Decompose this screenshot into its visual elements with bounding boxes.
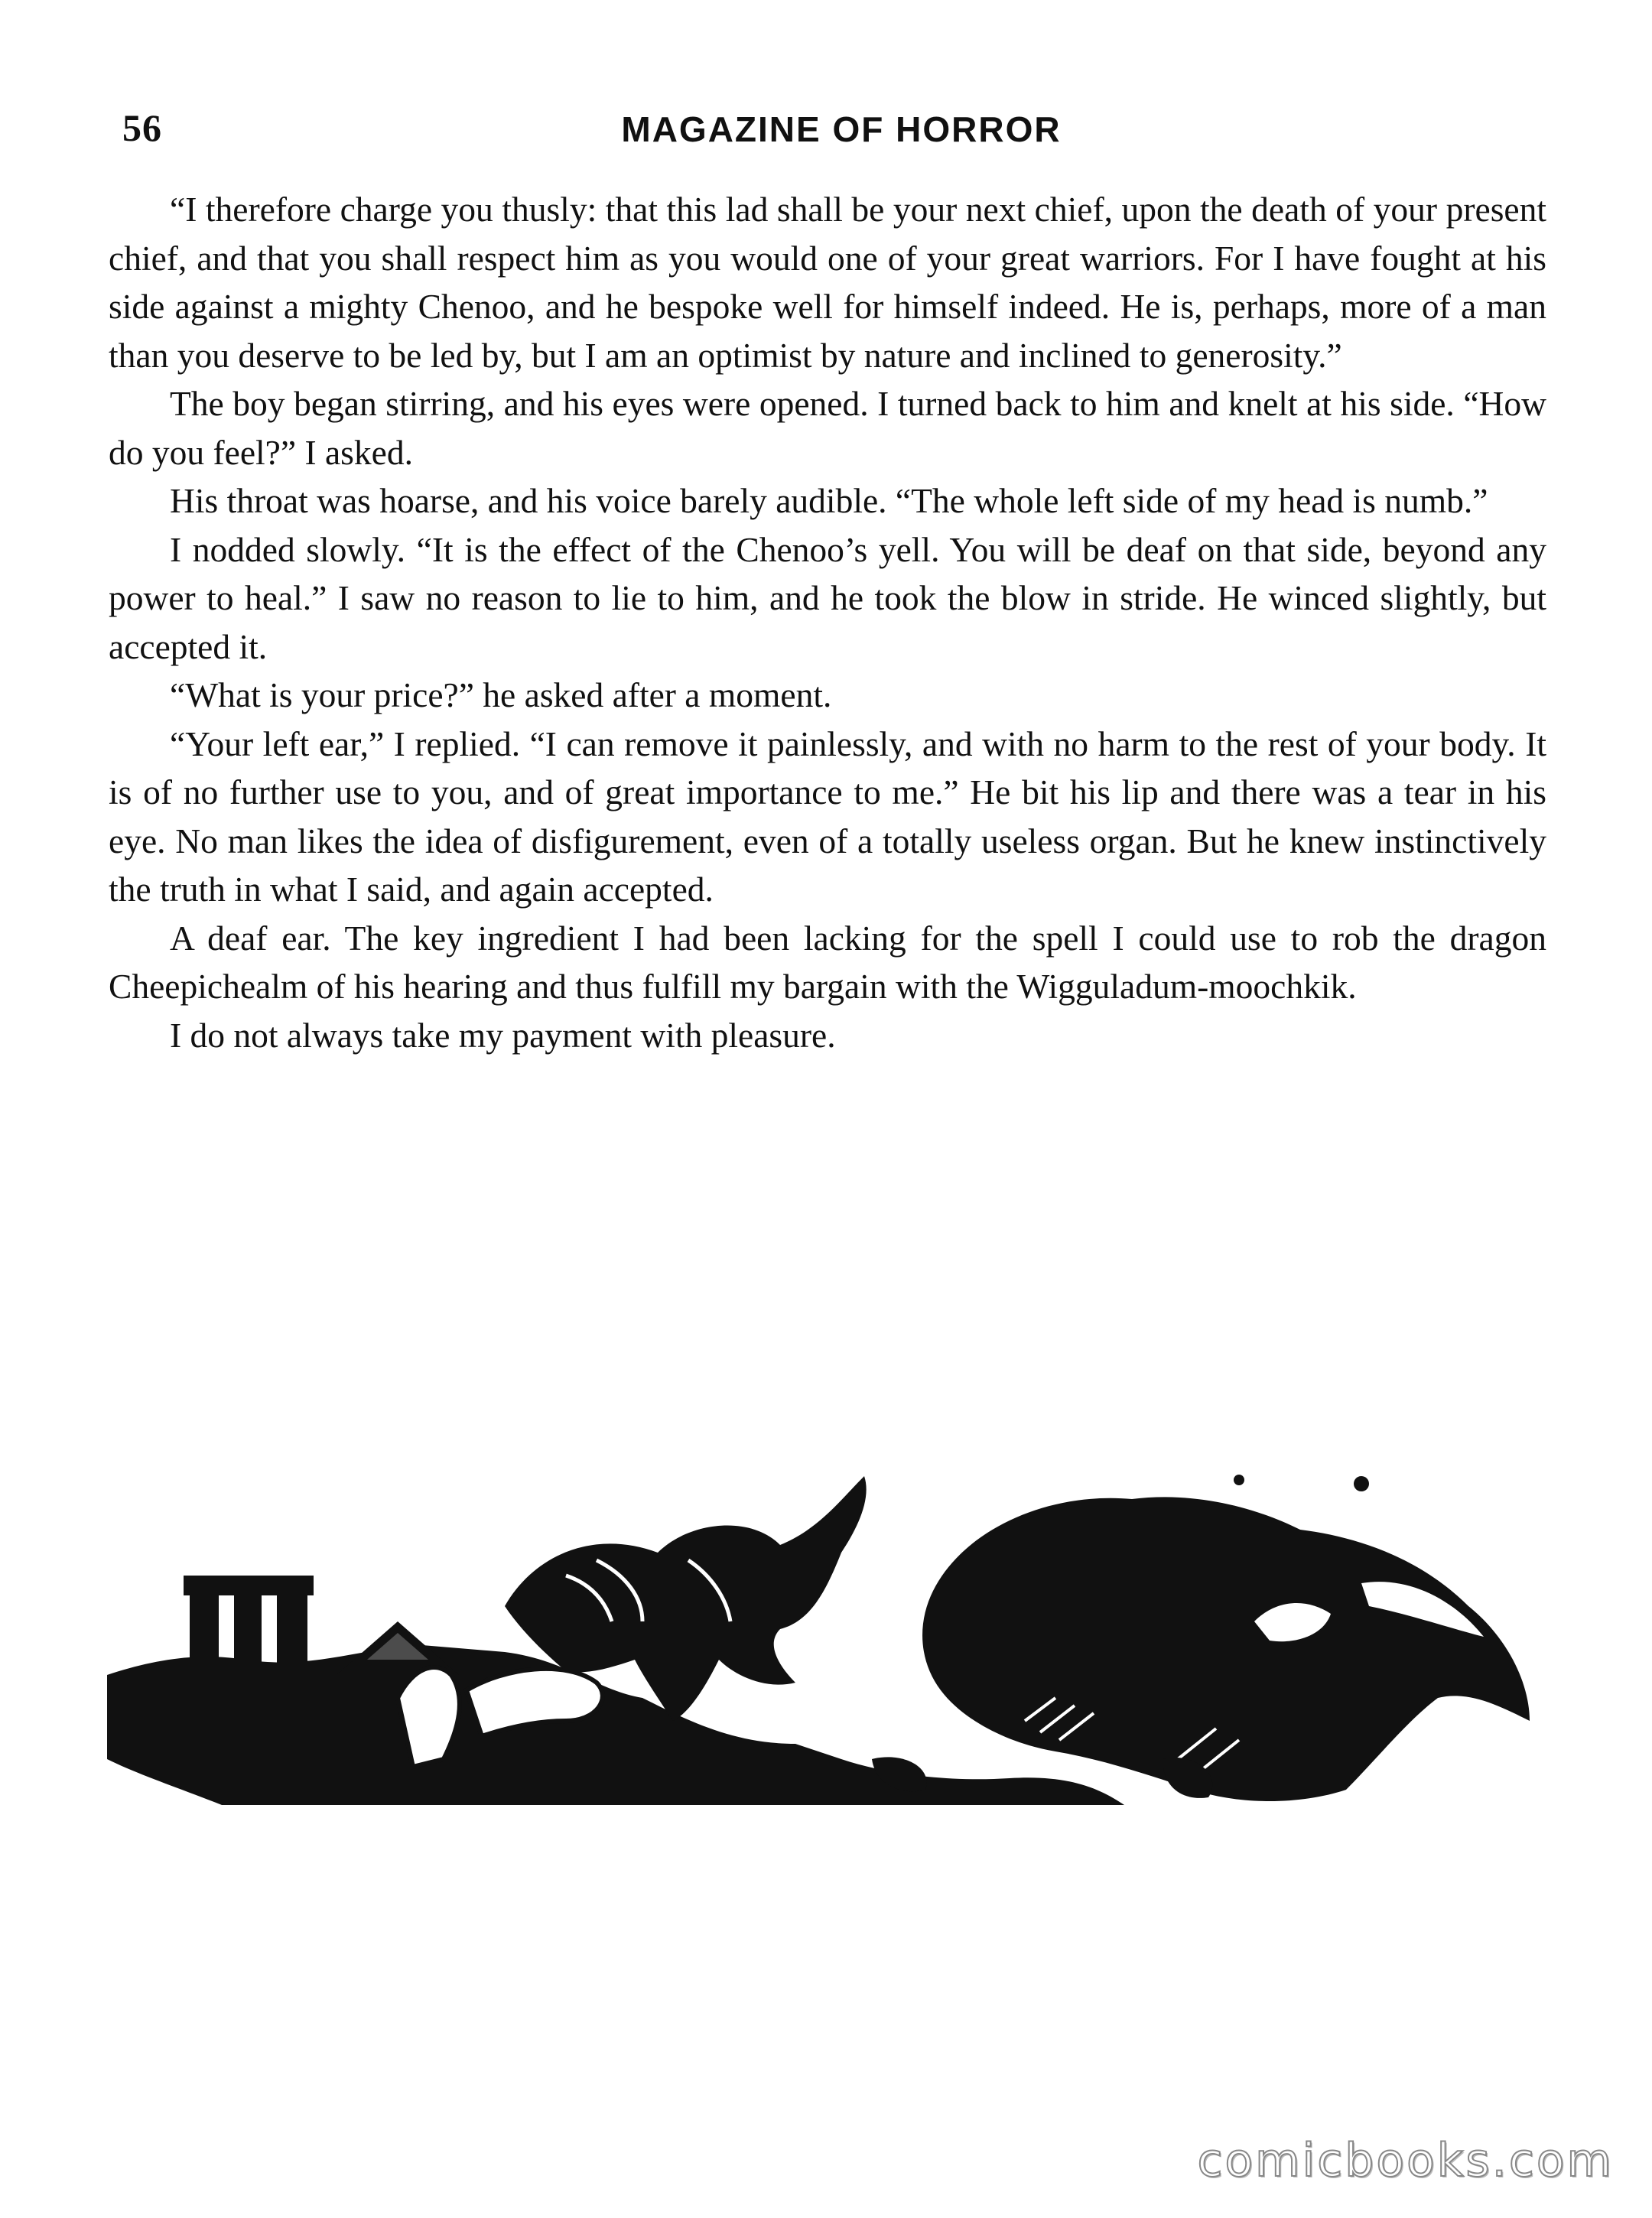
dragon-head-shape (922, 1497, 1530, 1801)
paragraph: “Your left ear,” I replied. “I can remove it painlessly, and with no harm to the rest of your body. It is of no further use to you, and of great importance to me.” He bit his lip and there was a tear in his eye. No man likes the idea of disfigurement, even of a totally useless organ. But he knew instinctively the truth in what I said, and again accepted. (109, 724, 1546, 909)
paragraph: “What is your price?” he asked after a moment. (170, 675, 832, 714)
paragraph: A deaf ear. The key ingredient I had been lacking for the spell I could use to rob the dragon Cheepichealm of his hearing and thus fulfill my bargain with the Wigguladum-moochkik. (109, 918, 1546, 1006)
paragraph: His throat was hoarse, and his voice barely audible. “The whole left side of my head is numb.” (170, 481, 1488, 520)
paragraph: The boy began stirring, and his eyes were opened. I turned back to him and knelt at his side. “How do you feel?” I asked. (109, 384, 1546, 472)
paragraph: “I therefore charge you thusly: that this lad shall be your next chief, upon the death of your present chief, and that you shall respect him as you would one of your great warriors. For I have fought at his side against a mighty Chenoo, and he bespoke well for himself indeed. He is, perhaps, more of a man than you deserve to be led by, but I am an optimist by nature and inclined to generosity.” (109, 190, 1546, 375)
woodcut-illustration (107, 1468, 1553, 1805)
paragraph: I do not always take my payment with pleasure. (170, 1015, 836, 1055)
trilithon-shape (184, 1576, 314, 1698)
running-head-title: MAGAZINE OF HORROR (621, 109, 1062, 149)
paragraph: I nodded slowly. “It is the effect of the Chenoo’s yell. You will be deaf on that side, beyond any power to heal.” I saw no reason to lie to him, and he took the blow in stride. He winced slightly, but accepted it. (109, 529, 1546, 666)
page-number: 56 (122, 106, 162, 149)
watermark: comicbooks.com (1197, 2134, 1614, 2187)
story-text (109, 185, 1546, 1059)
